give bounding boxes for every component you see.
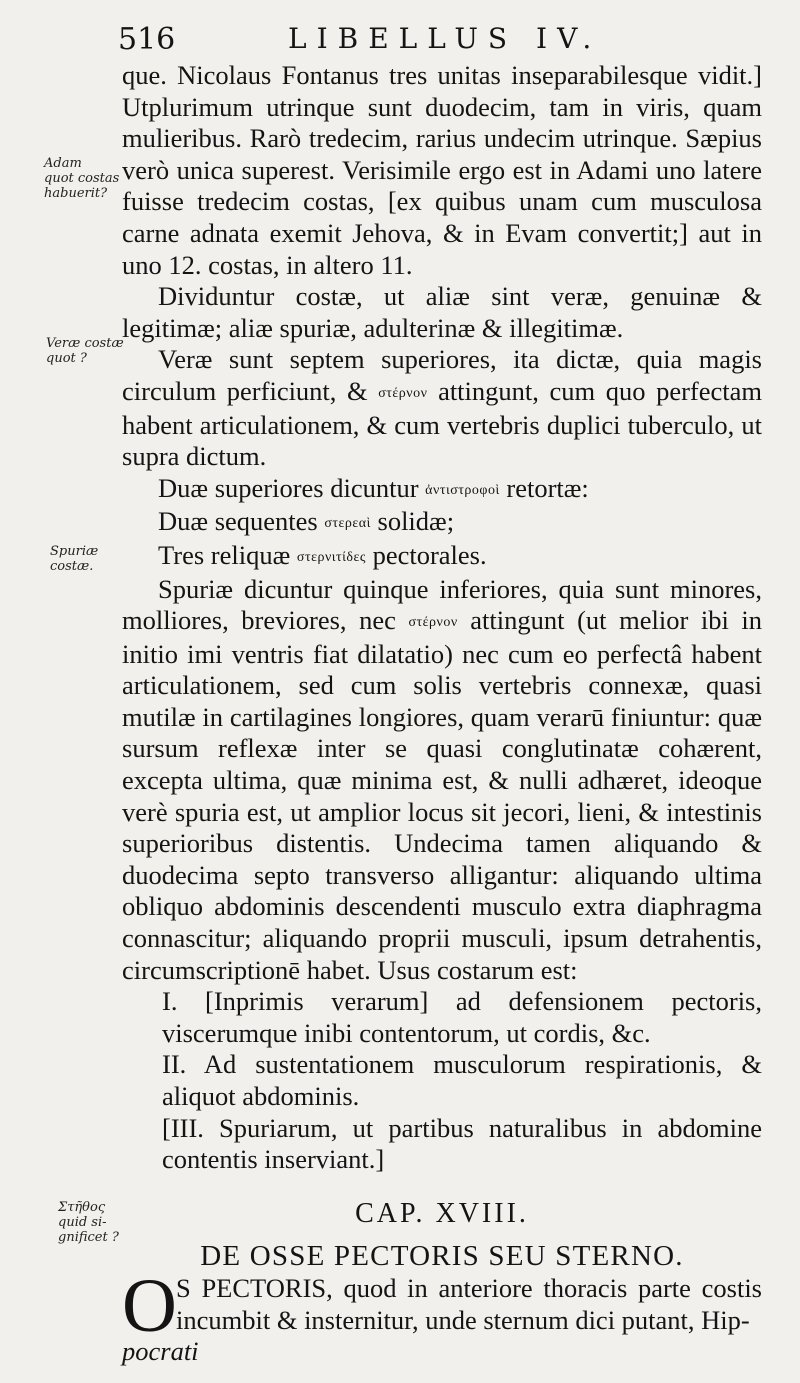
chapter-title: DE OSSE PECTORIS SEU STERNO.: [200, 1240, 684, 1273]
paragraph-2: Dividuntur costæ, ut aliæ sint veræ, genuinæ & legitimæ; aliæ spuriæ, adulterinæ & illegitimæ.: [122, 281, 762, 343]
greek-word: στερεαὶ: [324, 516, 371, 532]
margin-note-adam: Adam quot costas habuerit?: [44, 156, 120, 201]
margin-note-spuriae: Spuriæ costæ.: [50, 544, 99, 574]
margin-note-verae: Veræ costæ quot ?: [46, 336, 124, 366]
catchword: pocrati: [122, 1336, 199, 1367]
greek-word: στέρνον: [378, 385, 428, 401]
chapter-label: CAP. XVIII.: [355, 1197, 529, 1229]
greek-word: στέρνον: [408, 615, 458, 631]
running-title: LIBELLUS IV.: [288, 22, 602, 55]
paragraph-1: que. Nicolaus Fontanus tres unitas inseparabilesque vidit.] Utplurimum utrinque sunt duodecim, tam in viris, quam mulieribus. Rarò tredecim, rarius undecim utrinque. Sæpius verò unica superest. Verisimile ergo est in Adami uno latere fuisse tredecim costas, [ex quibus unam cum musculosa carne adnata exemit Jehova, & in Evam convertit;] aut in uno 12. costas, in altero 11.: [122, 60, 762, 280]
use-item-1: I. [Inprimis verarum] ad defensionem pectoris, viscerumque inibi contentorum, ut cordis, &c.: [162, 986, 762, 1048]
list-item: Duæ sequentes στερεαὶ solidæ;: [158, 506, 455, 537]
paragraph-4: Spuriæ dicuntur quinque inferiores, quia sunt minores, molliores, breviores, nec στέρνον attingunt (ut melior ibi in initio imi ventris fiat dilatatio) nec cum eo perfectâ habent articulationem, sed cum solis vertebris connexæ, quasi mutilæ in cartilagines longiores, quam verarū finiuntur: quæ sursum reflexæ inter se quasi conglutinatæ cohærent, excepta ultima, quæ minima est, & nulli adhæret, ideoque verè spuria est, ut amplior locus sit jecori, lieni, & intestinis superioribus distentis. Undecima tamen aliquando & duodecima septo transverso alligantur: aliquando ultima obliquo abdominis descendenti musculo extra diaphragma connascitur; aliquando proprii musculi, ipsum detrahentis, circumscriptionē habet. Usus costarum est:: [122, 573, 763, 985]
greek-word: στερνιτίδες: [296, 549, 366, 565]
closing-paragraph: O S PECTORIS, quod in anteriore thoracis parte costis incumbit & insternitur, unde sternum dici putant, Hip-: [122, 1263, 762, 1348]
page-number: 516: [118, 22, 176, 57]
list-item: Duæ superiores dicuntur ἀντιστροφοὶ retortæ:: [158, 472, 589, 503]
drop-cap: O: [122, 1263, 177, 1348]
use-item-2: II. Ad sustentationem musculorum respirationis, & aliquot abdominis.: [162, 1049, 762, 1111]
greek-word: ἀντιστροφοὶ: [425, 482, 500, 498]
page-header: [118, 22, 758, 62]
use-item-3: [III. Spuriarum, ut partibus naturalibus in abdomine contentis inserviant.]: [162, 1112, 762, 1175]
paragraph-3: Veræ sunt septem superiores, ita dictæ, quia magis circulum perficiunt, & στέρνον attingunt, cum quo perfectam habent articulationem, & cum vertebris duplici tuberculo, ut supra dictum.: [122, 344, 763, 472]
margin-note-sternum: Στῆθος quid si- gnificet ?: [58, 1200, 119, 1245]
list-item: Tres reliquæ στερνιτίδες pectorales.: [158, 539, 487, 570]
main-text: [122, 60, 762, 1368]
